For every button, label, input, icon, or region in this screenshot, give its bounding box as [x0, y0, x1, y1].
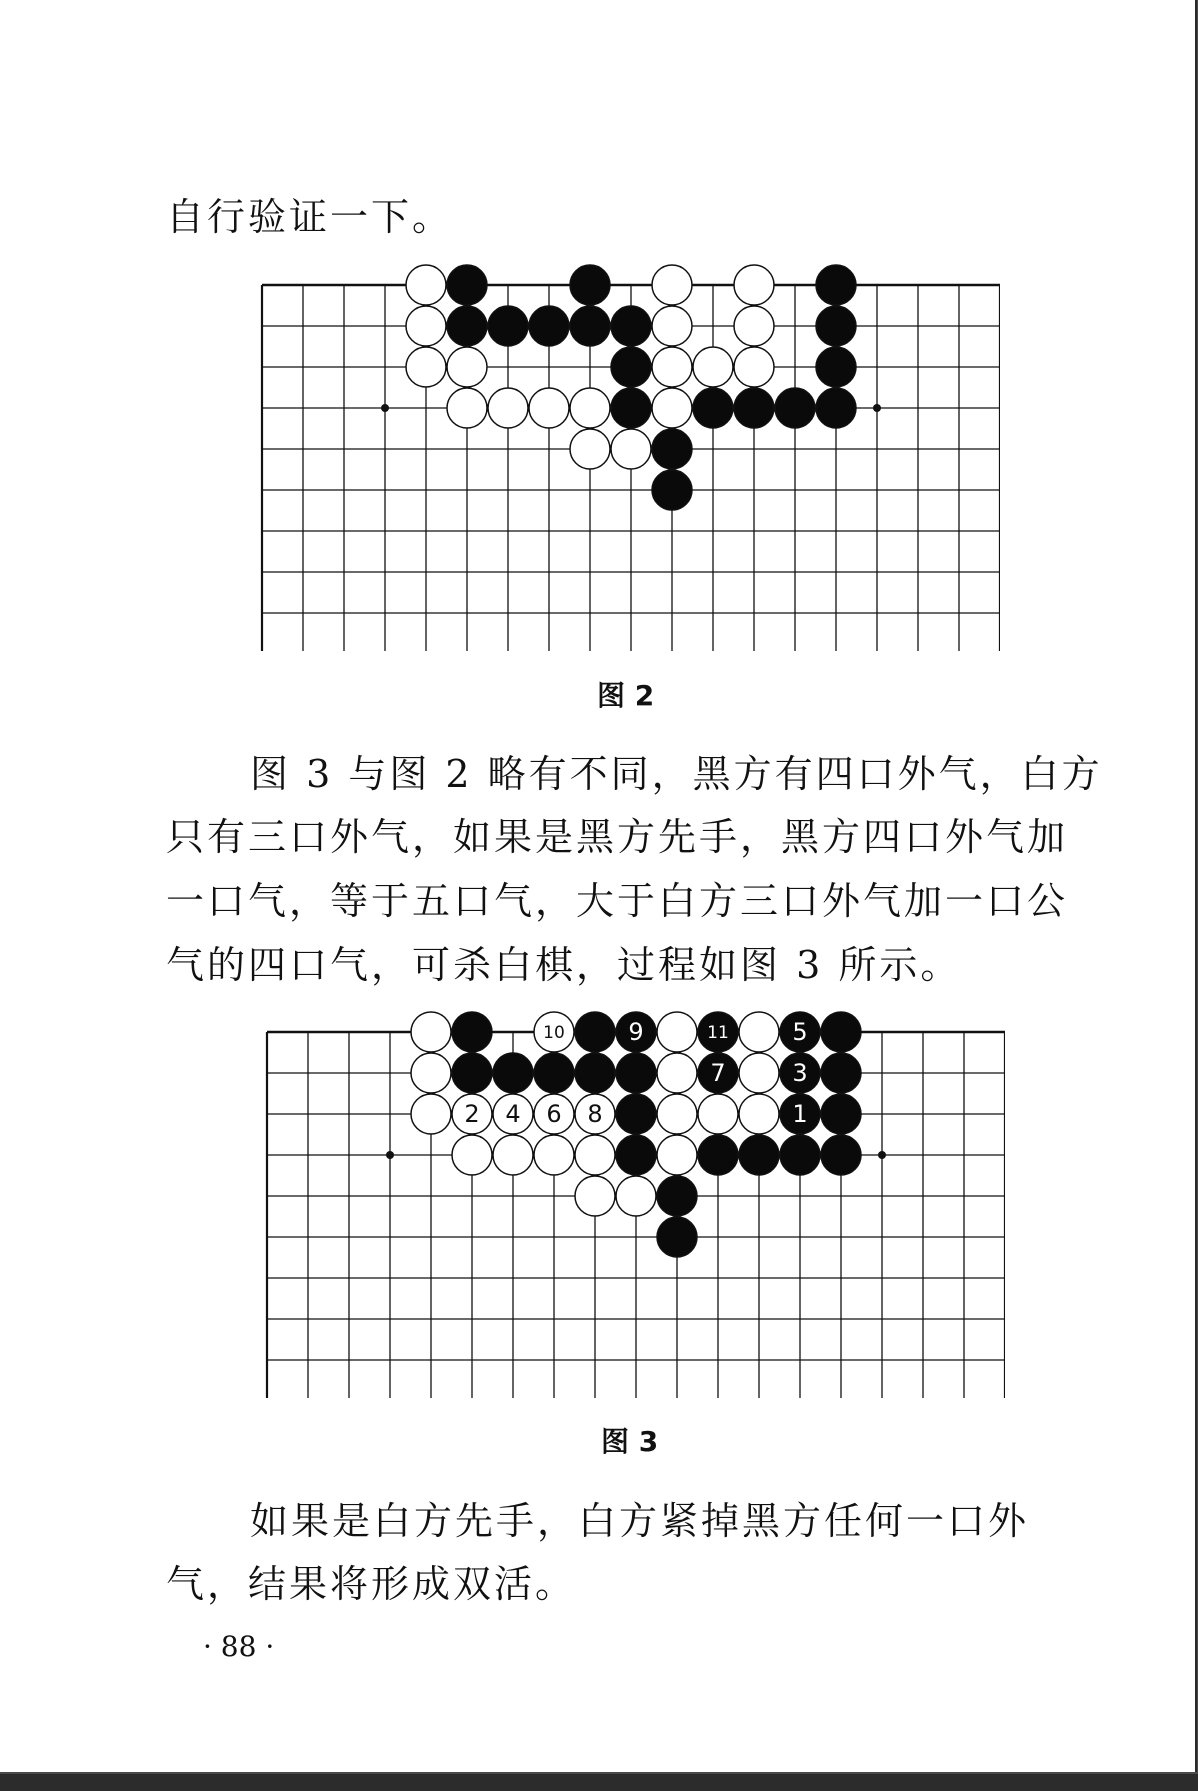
- move-number: 5: [792, 1018, 808, 1046]
- black-stone: [816, 388, 856, 428]
- white-stone: [534, 1094, 574, 1134]
- white-stone: [488, 388, 528, 428]
- black-stone: [821, 1053, 861, 1093]
- black-stone: [616, 1094, 656, 1134]
- white-stone: [693, 347, 733, 387]
- black-stone: [780, 1135, 820, 1175]
- black-stone: [734, 388, 774, 428]
- black-stone: [821, 1135, 861, 1175]
- black-stone: [657, 1176, 697, 1216]
- black-stone: [493, 1053, 533, 1093]
- star-point: [381, 404, 389, 412]
- white-stone: [734, 306, 774, 346]
- move-number: 7: [710, 1059, 726, 1087]
- star-point: [873, 404, 881, 412]
- go-diagram-fig2: [240, 263, 1000, 651]
- white-stone: [698, 1094, 738, 1134]
- white-stone: [447, 347, 487, 387]
- white-stone: [652, 306, 692, 346]
- black-stone: [693, 388, 733, 428]
- black-stone: [698, 1135, 738, 1175]
- black-stone: [447, 265, 487, 305]
- black-stone: [447, 306, 487, 346]
- black-stone: [821, 1094, 861, 1134]
- black-stone: [575, 1012, 615, 1052]
- black-stone: [616, 1135, 656, 1175]
- paragraph-2-line-2: 只有三口外气，如果是黑方先手，黑方四口外气加: [166, 815, 1069, 859]
- move-number: 4: [505, 1100, 521, 1128]
- white-stone: [493, 1135, 533, 1175]
- black-stone: [616, 1012, 656, 1052]
- white-stone: [493, 1094, 533, 1134]
- black-stone: [616, 1053, 656, 1093]
- go-diagram-fig3: [245, 1010, 1005, 1398]
- white-stone: [652, 265, 692, 305]
- white-stone: [616, 1176, 656, 1216]
- white-stone: [575, 1176, 615, 1216]
- white-stone: [534, 1012, 574, 1052]
- white-stone: [652, 388, 692, 428]
- white-stone: [657, 1135, 697, 1175]
- fig3-caption: 图 3: [601, 1425, 659, 1458]
- white-stone: [575, 1094, 615, 1134]
- black-stone: [657, 1217, 697, 1257]
- paragraph-3-line-2: 气，结果将形成双活。: [166, 1562, 577, 1606]
- white-stone: [447, 388, 487, 428]
- paragraph-2-line-3: 一口气，等于五口气，大于白方三口外气加一口公: [166, 879, 1069, 923]
- black-stone: [698, 1012, 738, 1052]
- black-stone: [816, 265, 856, 305]
- move-number: 2: [464, 1100, 480, 1128]
- white-stone: [411, 1094, 451, 1134]
- white-stone: [452, 1094, 492, 1134]
- move-number: 9: [628, 1018, 644, 1046]
- paragraph-2-line-1: 图 3 与图 2 略有不同，黑方有四口外气，白方: [250, 752, 1103, 796]
- white-stone: [739, 1053, 779, 1093]
- star-point: [386, 1151, 394, 1159]
- black-stone: [570, 306, 610, 346]
- white-stone: [652, 347, 692, 387]
- black-stone: [775, 388, 815, 428]
- black-stone: [529, 306, 569, 346]
- white-stone: [406, 306, 446, 346]
- black-stone: [698, 1053, 738, 1093]
- white-stone: [406, 265, 446, 305]
- white-stone: [657, 1012, 697, 1052]
- black-stone: [816, 306, 856, 346]
- move-number: 6: [546, 1100, 562, 1128]
- star-point: [878, 1151, 886, 1159]
- white-stone: [611, 429, 651, 469]
- black-stone: [611, 388, 651, 428]
- white-stone: [657, 1094, 697, 1134]
- black-stone: [652, 470, 692, 510]
- white-stone: [575, 1135, 615, 1175]
- paragraph-3-line-1: 如果是白方先手，白方紧掉黑方任何一口外: [250, 1499, 1030, 1543]
- white-stone: [570, 388, 610, 428]
- black-stone: [821, 1012, 861, 1052]
- move-number: 1: [792, 1100, 808, 1128]
- white-stone: [570, 429, 610, 469]
- black-stone: [780, 1053, 820, 1093]
- white-stone: [406, 347, 446, 387]
- black-stone: [816, 347, 856, 387]
- fig2-caption: 图 2: [597, 679, 655, 712]
- page-number: · 88 ·: [203, 1630, 275, 1663]
- black-stone: [739, 1135, 779, 1175]
- white-stone: [734, 265, 774, 305]
- white-stone: [734, 347, 774, 387]
- bottom-scan-strip: [0, 1774, 1198, 1791]
- white-stone: [739, 1094, 779, 1134]
- black-stone: [611, 306, 651, 346]
- black-stone: [780, 1012, 820, 1052]
- black-stone: [452, 1012, 492, 1052]
- move-number: 8: [587, 1100, 603, 1128]
- paragraph-2-line-4: 气的四口气，可杀白棋，过程如图 3 所示。: [166, 943, 962, 987]
- white-stone: [452, 1135, 492, 1175]
- move-number: 3: [792, 1059, 808, 1087]
- move-number: 10: [543, 1023, 565, 1043]
- black-stone: [652, 429, 692, 469]
- black-stone: [575, 1053, 615, 1093]
- white-stone: [529, 388, 569, 428]
- white-stone: [411, 1012, 451, 1052]
- black-stone: [452, 1053, 492, 1093]
- black-stone: [534, 1053, 574, 1093]
- text-line-1: 自行验证一下。: [166, 195, 454, 239]
- black-stone: [488, 306, 528, 346]
- white-stone: [739, 1012, 779, 1052]
- black-stone: [780, 1094, 820, 1134]
- white-stone: [534, 1135, 574, 1175]
- white-stone: [657, 1053, 697, 1093]
- black-stone: [611, 347, 651, 387]
- black-stone: [570, 265, 610, 305]
- move-number: 11: [707, 1023, 729, 1043]
- white-stone: [411, 1053, 451, 1093]
